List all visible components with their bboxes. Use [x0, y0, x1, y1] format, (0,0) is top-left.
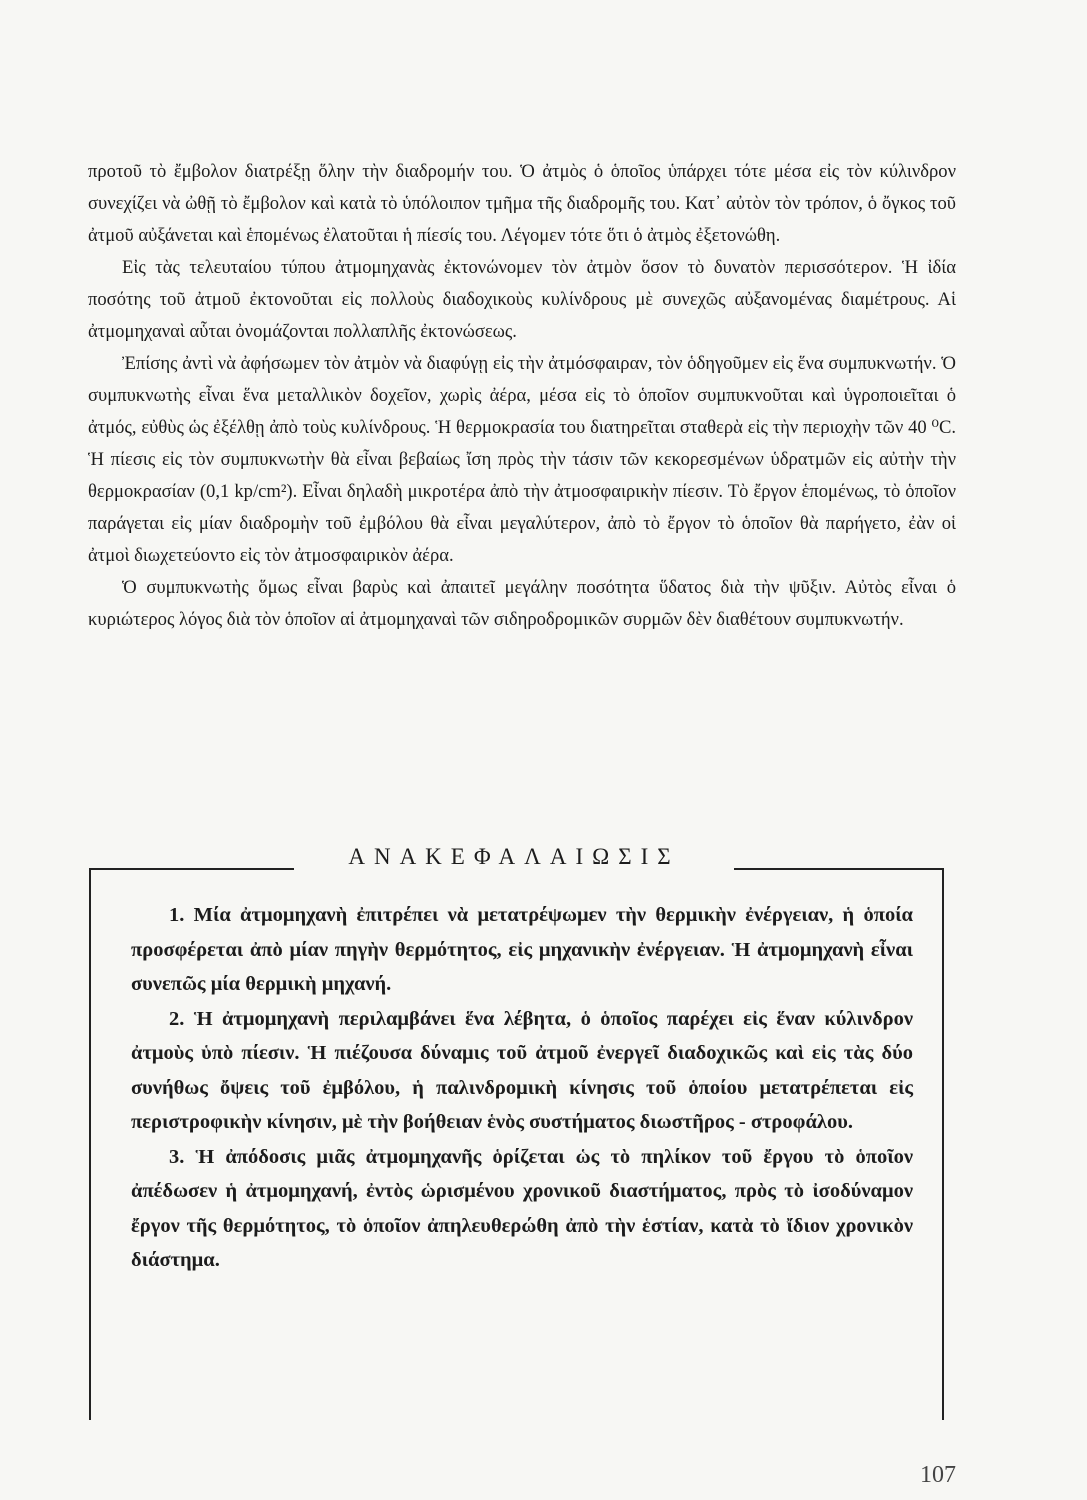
body-paragraph-1: προτοῦ τὸ ἔμβολον διατρέξῃ ὅλην τὴν διαδρομήν του. Ὁ ἀτμὸς ὁ ὁποῖος ὑπάρχει τότε μέσα εἰς τὸν κύλινδρον συνεχίζει νὰ ὠθῇ τὸ ἔμβολον καὶ κατὰ τὸ ὑπόλοιπον τμῆμα τῆς διαδρομῆς του. Κατ᾽ αὐτὸν τὸν τρόπον, ὁ ὄγκος τοῦ ἀτμοῦ αὐξάνεται καὶ ἑπομένως ἐλατοῦται ἡ πίεσίς του. Λέγομεν τότε ὅτι ὁ ἀτμὸς ἐξετονώθη.: [88, 161, 956, 246]
summary-list: [131, 898, 913, 1278]
body-text: [88, 156, 956, 636]
body-paragraph-3: Ἐπίσης ἀντὶ νὰ ἀφήσωμεν τὸν ἀτμὸν νὰ διαφύγῃ εἰς τὴν ἀτμόσφαιραν, τὸν ὁδηγοῦμεν εἰς ἕνα συμπυκνωτήν. Ὁ συμπυκνωτὴς εἶναι ἕνα μεταλλικὸν δοχεῖον, χωρὶς ἀέρα, μέσα εἰς τὸ ὁποῖον συμπυκνοῦται καὶ ὑγροποιεῖται ὁ ἀτμός, εὐθὺς ὡς ἐξέλθῃ ἀπὸ τοὺς κυλίνδρους. Ἡ θερμοκρασία του διατηρεῖται σταθερὰ εἰς τὴν περιοχὴν τῶν 40 ⁰C. Ἡ πίεσις εἰς τὸν συμπυκνωτὴν θὰ εἶναι βεβαίως ἴση πρὸς τὴν τάσιν τῶν κεκορεσμένων ὑδρατμῶν εἰς αὐτὴν τὴν θερμοκρασίαν (0,1 kp/cm²). Εἶναι δηλαδὴ μικροτέρα ἀπὸ τὴν ἀτμοσφαιρικὴν πίεσιν. Τὸ ἔργον ἑπομένως, τὸ ὁποῖον παράγεται εἰς μίαν διαδρομὴν τοῦ ἐμβόλου θὰ εἶναι μεγαλύτερον, ἀπὸ τὸ ἔργον τὸ ὁποῖον θὰ παρήγετο, ἐὰν οἱ ἀτμοὶ διωχετεύοντο εἰς τὸν ἀτμοσφαιρικὸν ἀέρα.: [88, 353, 956, 566]
body-paragraph-2: Εἰς τὰς τελευταίου τύπου ἀτμομηχανὰς ἐκτονώνομεν τὸν ἀτμὸν ὅσον τὸ δυνατὸν περισσότερον. Ἡ ἰδία ποσότης τοῦ ἀτμοῦ ἐκτονοῦται εἰς πολλοὺς διαδοχικοὺς κυλίνδρους μὲ συνεχῶς αὐξανομένας διαμέτρους. Αἱ ἀτμομηχαναὶ αὗται ὀνομάζονται πολλαπλῆς ἐκτονώσεως.: [88, 257, 956, 342]
summary-item-3: 3. Ἡ ἀπόδοσις μιᾶς ἀτμομηχανῆς ὁρίζεται ὡς τὸ πηλίκον τοῦ ἔργου τὸ ὁποῖον ἀπέδωσεν ἡ ἀτμομηχανή, ἐντὸς ὡρισμένου χρονικοῦ διαστήματος, πρὸς τὸ ἰσοδύναμον ἔργον τῆς θερμότητος, τὸ ὁποῖον ἀπηλευθερώθη ἀπὸ τὴν ἑστίαν, κατὰ τὸ ἴδιον χρονικὸν διάστημα.: [131, 1145, 913, 1271]
summary-item-2: 2. Ἡ ἀτμομηχανὴ περιλαμβάνει ἕνα λέβητα, ὁ ὁποῖος παρέχει εἰς ἕναν κύλινδρον ἀτμοὺς ὑπὸ πίεσιν. Ἡ πιέζουσα δύναμις τοῦ ἀτμοῦ ἐνεργεῖ διαδοχικῶς καὶ εἰς τὰς δύο συνήθως ὄψεις τοῦ ἐμβόλου, ἡ παλινδρομικὴ κίνησις τοῦ ὁποίου μετατρέπεται εἰς περιστροφικὴν κίνησιν, μὲ τὴν βοήθειαν ἑνὸς συστήματος διωστῆρος - στροφάλου.: [131, 1007, 913, 1133]
body-paragraph-4: Ὁ συμπυκνωτὴς ὅμως εἶναι βαρὺς καὶ ἀπαιτεῖ μεγάλην ποσότητα ὕδατος διὰ τὴν ψῦξιν. Αὐτὸς εἶναι ὁ κυριώτερος λόγος διὰ τὸν ὁποῖον αἱ ἀτμομηχαναὶ τῶν σιδηροδρομικῶν συρμῶν δὲν διαθέτουν συμπυκνωτήν.: [88, 577, 956, 630]
summary-title: ΑΝΑΚΕΦΑΛΑΙΩΣΙΣ: [348, 844, 680, 869]
page-number: 107: [920, 1462, 956, 1488]
summary-item-1: 1. Μία ἀτμομηχανὴ ἐπιτρέπει νὰ μετατρέψωμεν τὴν θερμικὴν ἐνέργειαν, ἡ ὁποία προσφέρεται ἀπὸ μίαν πηγὴν θερμότητος, εἰς μηχανικὴν ἐνέργειαν. Ἡ ἀτμομηχανὴ εἶναι συνεπῶς μία θερμικὴ μηχανή.: [131, 904, 913, 995]
